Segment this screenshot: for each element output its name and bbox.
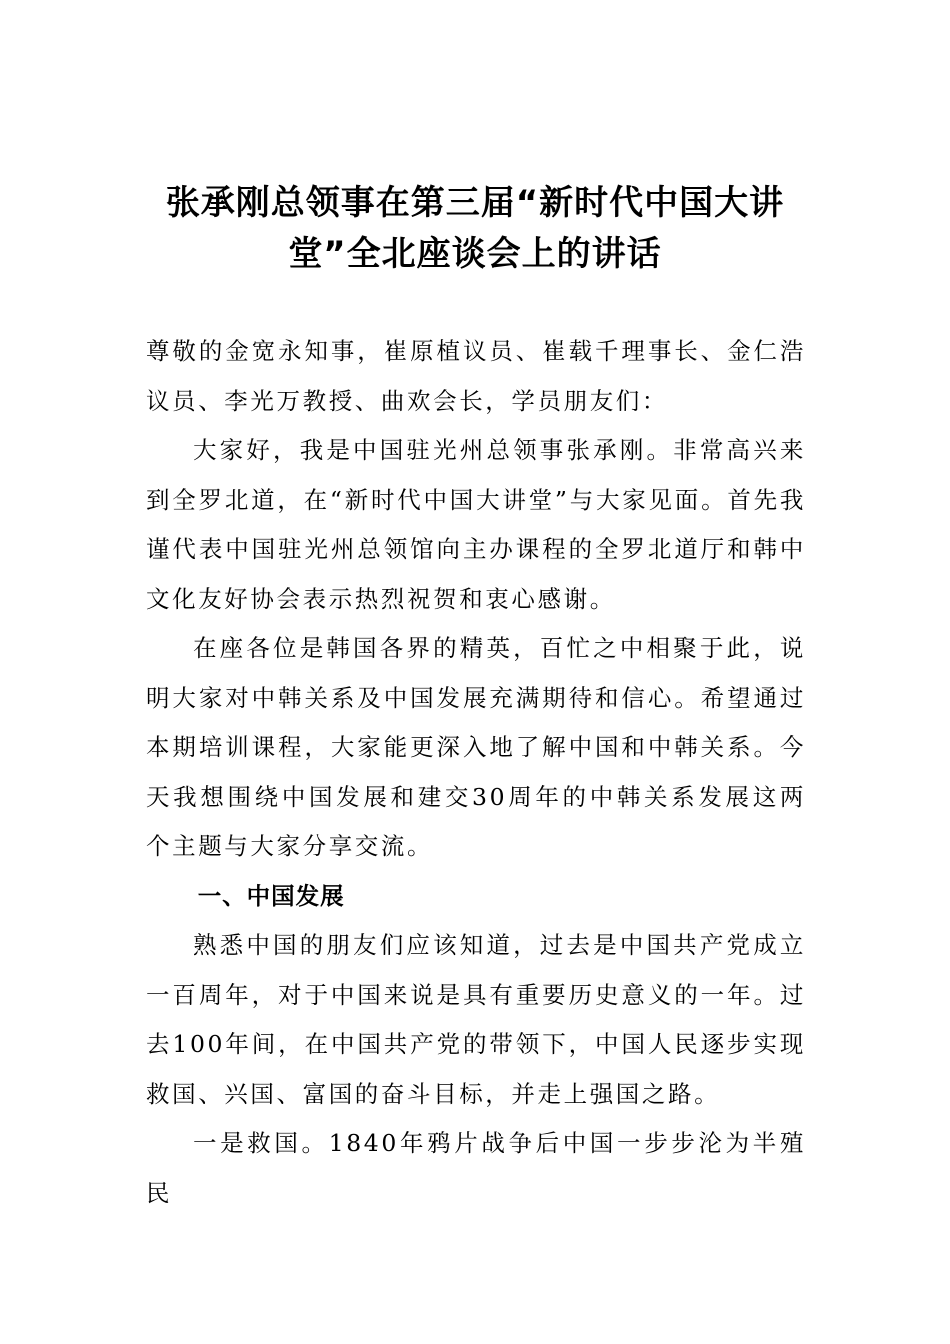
body-paragraph: 在座各位是韩国各界的精英，百忙之中相聚于此，说明大家对中韩关系及中国发展充满期待和信心。希望通过本期培训课程，大家能更深入地了解中国和中韩关系。今天我想围绕中国发展和建交30周年的中韩关系发展这两个主题与大家分享交流。 <box>146 634 806 860</box>
salutation-paragraph: 尊敬的金宽永知事，崔原植议员、崔载千理事长、金仁浩议员、李光万教授、曲欢会长，学员朋友们： <box>146 337 806 415</box>
body-paragraph: 一是救国。1840年鸦片战争后中国一步步沦为半殖民 <box>146 1129 806 1207</box>
body-paragraph: 熟悉中国的朋友们应该知道，过去是中国共产党成立一百周年，对于中国来说是具有重要历史意义的一年。过去100年间，在中国共产党的带领下，中国人民逐步实现救国、兴国、富国的奋斗目标，并走上强国之路。 <box>146 931 806 1108</box>
section-heading: 一、中国发展 <box>197 881 345 910</box>
document-title: 张承刚总领事在第三届“新时代中国大讲堂”全北座谈会上的讲话 <box>165 183 785 274</box>
document-body <box>146 327 806 1218</box>
body-paragraph: 大家好，我是中国驻光州总领事张承刚。非常高兴来到全罗北道，在“新时代中国大讲堂”与大家见面。首先我谨代表中国驻光州总领馆向主办课程的全罗北道厅和韩中文化友好协会表示热烈祝贺和衷心感谢。 <box>146 436 806 613</box>
